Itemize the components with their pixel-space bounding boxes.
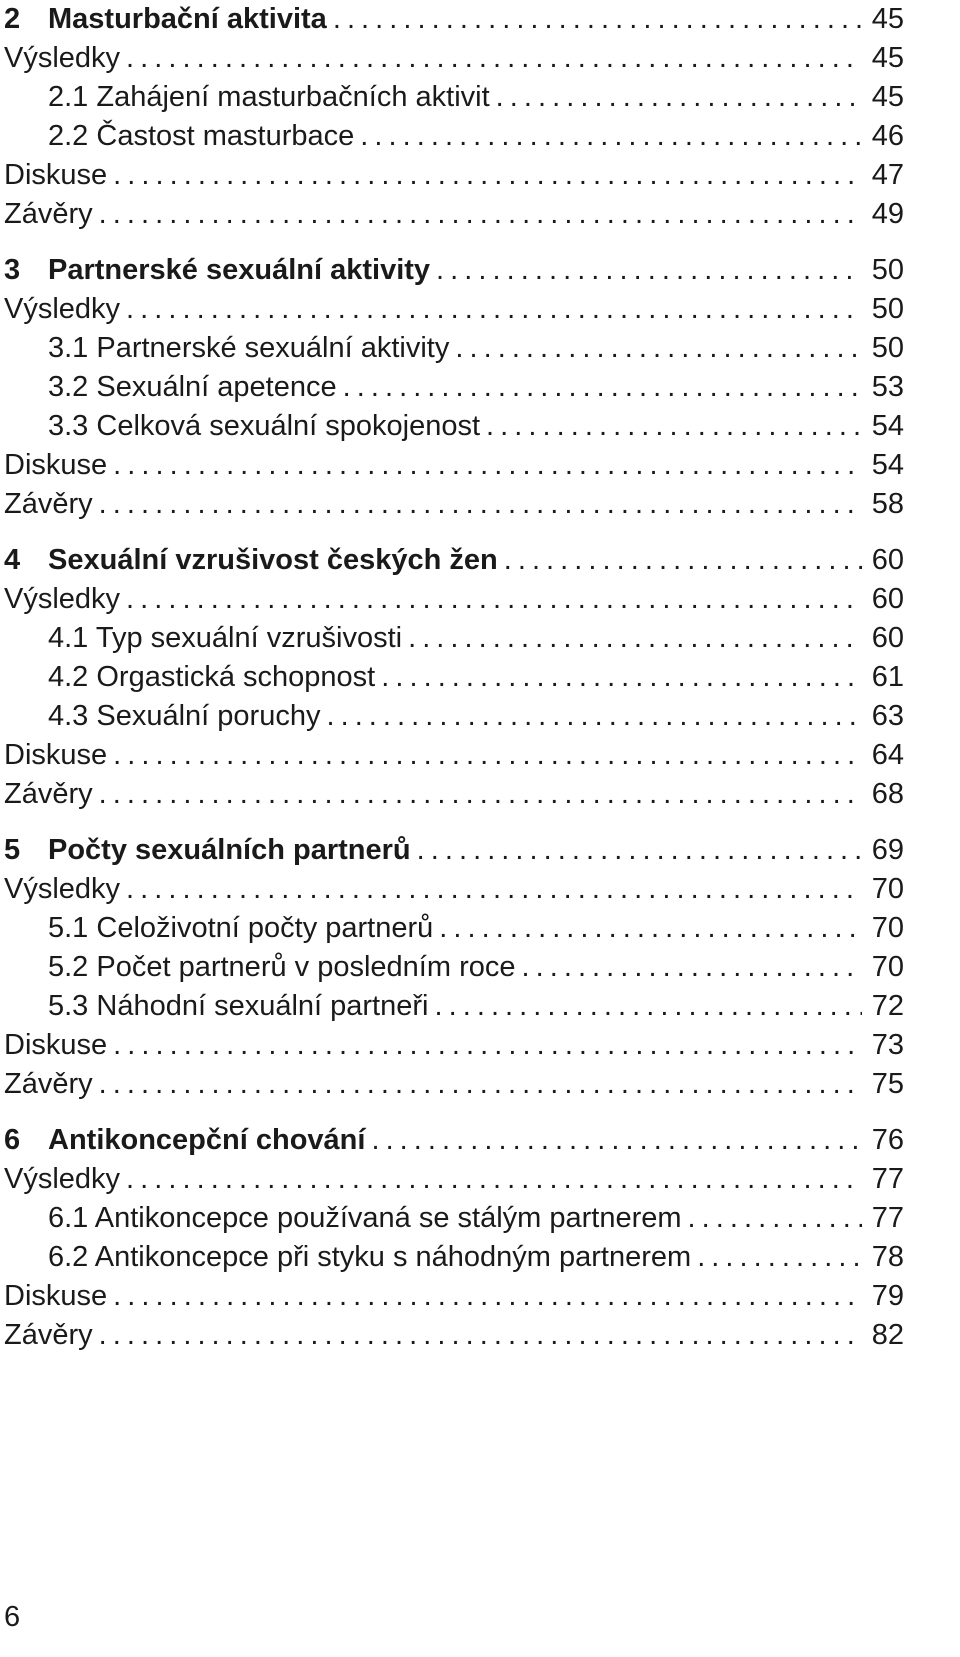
dot-leader — [688, 1199, 862, 1238]
dot-leader — [99, 1065, 862, 1104]
toc-page-number: 69 — [871, 834, 904, 866]
toc-entry-label: Výsledky — [4, 42, 121, 74]
toc-page-number: 70 — [871, 873, 904, 905]
toc-page-number: 45 — [871, 81, 904, 113]
toc-entry-label: 4.2 Orgastická schopnost — [48, 661, 376, 693]
toc-entry-label: 5.1 Celoživotní počty partnerů — [48, 912, 434, 944]
toc-page-number: 61 — [871, 661, 904, 693]
dot-leader — [99, 1316, 862, 1355]
toc-entry-section[interactable] — [4, 156, 904, 195]
dot-leader — [496, 78, 862, 117]
toc-entry-sub[interactable] — [4, 697, 904, 736]
toc-entry-label — [4, 831, 411, 870]
toc-entry-label: Výsledky — [4, 873, 121, 905]
dot-leader — [381, 658, 862, 697]
toc-entry-chapter[interactable] — [4, 0, 904, 39]
toc-entry-label: 4.3 Sexuální poruchy — [48, 700, 321, 732]
dot-leader — [697, 1238, 862, 1277]
dot-leader — [417, 831, 862, 870]
toc-entry-sub[interactable] — [4, 1238, 904, 1277]
toc-page-number: 78 — [871, 1241, 904, 1273]
toc-entry-label: Závěry — [4, 1068, 93, 1100]
toc-page-number: 47 — [871, 159, 904, 191]
chapter-title: Partnerské sexuální aktivity — [48, 254, 431, 286]
toc-entry-sub[interactable] — [4, 1199, 904, 1238]
dot-leader — [113, 1026, 862, 1065]
chapter-number: 2 — [4, 3, 21, 35]
dot-leader — [333, 0, 862, 39]
dot-leader — [126, 290, 862, 329]
toc-entry-section[interactable] — [4, 1026, 904, 1065]
toc-entry-label: 2.2 Častost masturbace — [48, 120, 355, 152]
toc-page-number: 60 — [871, 622, 904, 654]
toc-entry-section[interactable] — [4, 39, 904, 78]
toc-page-number: 82 — [871, 1319, 904, 1351]
toc-entry-chapter[interactable] — [4, 541, 904, 580]
toc-page-number: 70 — [871, 912, 904, 944]
dot-leader — [360, 117, 862, 156]
toc-page-number: 72 — [871, 990, 904, 1022]
toc-entry-label: 3.3 Celková sexuální spokojenost — [48, 410, 481, 442]
dot-leader — [436, 251, 862, 290]
toc-entry-label: Výsledky — [4, 1163, 121, 1195]
toc-entry-label: 5.2 Počet partnerů v posledním roce — [48, 951, 516, 983]
toc-entry-section[interactable] — [4, 775, 904, 814]
chapter-number: 4 — [4, 544, 21, 576]
dot-leader — [326, 697, 862, 736]
toc-page-number: 70 — [871, 951, 904, 983]
toc-entry-label: 6.1 Antikoncepce používaná se stálým partnerem — [48, 1202, 682, 1234]
dot-leader — [113, 736, 862, 775]
toc-page-number: 76 — [871, 1124, 904, 1156]
toc-entry-sub[interactable] — [4, 407, 904, 446]
toc-entry-label — [4, 1121, 365, 1160]
dot-leader — [439, 909, 862, 948]
toc-entry-label: Diskuse — [4, 159, 108, 191]
toc-entry-sub[interactable] — [4, 78, 904, 117]
toc-entry-section[interactable] — [4, 1277, 904, 1316]
toc-entry-sub[interactable] — [4, 368, 904, 407]
dot-leader — [408, 619, 862, 658]
toc-page-number: 63 — [871, 700, 904, 732]
toc-entry-label: Závěry — [4, 1319, 93, 1351]
toc-entry-label: Diskuse — [4, 1029, 108, 1061]
toc-entry-chapter[interactable] — [4, 1121, 904, 1160]
toc-entry-sub[interactable] — [4, 909, 904, 948]
dot-leader — [521, 948, 862, 987]
toc-entry-section[interactable] — [4, 736, 904, 775]
toc-entry-label — [4, 541, 498, 580]
toc-entry-chapter[interactable] — [4, 251, 904, 290]
toc-entry-section[interactable] — [4, 446, 904, 485]
toc-entry-section[interactable] — [4, 485, 904, 524]
dot-leader — [504, 541, 862, 580]
dot-leader — [126, 39, 862, 78]
toc-entry-label: 2.1 Zahájení masturbačních aktivit — [48, 81, 490, 113]
toc-page-number: 50 — [871, 254, 904, 286]
toc-page-number: 79 — [871, 1280, 904, 1312]
toc-page-number: 50 — [871, 332, 904, 364]
dot-leader — [434, 987, 862, 1026]
toc-entry-label: Závěry — [4, 198, 93, 230]
toc-page-number: 53 — [871, 371, 904, 403]
toc-entry-section[interactable] — [4, 1160, 904, 1199]
toc-entry-label — [4, 0, 327, 39]
chapter-number: 3 — [4, 254, 21, 286]
table-of-contents — [4, 0, 904, 1355]
dot-leader — [113, 156, 862, 195]
toc-page-number: 77 — [871, 1202, 904, 1234]
toc-entry-label: Závěry — [4, 778, 93, 810]
dot-leader — [455, 329, 862, 368]
dot-leader — [126, 1160, 862, 1199]
toc-entry-sub[interactable] — [4, 987, 904, 1026]
toc-page-number: 77 — [871, 1163, 904, 1195]
toc-page-number: 46 — [871, 120, 904, 152]
toc-entry-label: Diskuse — [4, 739, 108, 771]
toc-entry-label: 3.2 Sexuální apetence — [48, 371, 337, 403]
dot-leader — [113, 1277, 862, 1316]
chapter-title: Masturbační aktivita — [48, 3, 327, 35]
toc-page-number: 58 — [871, 488, 904, 520]
page-number: 6 — [4, 1601, 21, 1633]
toc-entry-sub[interactable] — [4, 658, 904, 697]
toc-page-number: 54 — [871, 410, 904, 442]
toc-page-number: 50 — [871, 293, 904, 325]
toc-entry-label: 3.1 Partnerské sexuální aktivity — [48, 332, 450, 364]
dot-leader — [343, 368, 862, 407]
toc-entry-label: Závěry — [4, 488, 93, 520]
dot-leader — [371, 1121, 862, 1160]
dot-leader — [126, 580, 862, 619]
dot-leader — [99, 485, 862, 524]
toc-entry-label: Výsledky — [4, 583, 121, 615]
chapter-number: 6 — [4, 1124, 21, 1156]
toc-page-number: 54 — [871, 449, 904, 481]
toc-page-number: 64 — [871, 739, 904, 771]
toc-entry-section[interactable] — [4, 290, 904, 329]
toc-entry-section[interactable] — [4, 195, 904, 234]
dot-leader — [99, 195, 862, 234]
dot-leader — [126, 870, 862, 909]
toc-entry-sub[interactable] — [4, 117, 904, 156]
chapter-number: 5 — [4, 834, 21, 866]
toc-entry-sub[interactable] — [4, 948, 904, 987]
toc-page-number: 60 — [871, 583, 904, 615]
toc-entry-label: 6.2 Antikoncepce při styku s náhodným partnerem — [48, 1241, 692, 1273]
toc-page-number: 68 — [871, 778, 904, 810]
chapter-title: Počty sexuálních partnerů — [48, 834, 411, 866]
toc-entry-label: Výsledky — [4, 293, 121, 325]
chapter-title: Sexuální vzrušivost českých žen — [48, 544, 498, 576]
toc-entry-label: Diskuse — [4, 449, 108, 481]
toc-entry-sub[interactable] — [4, 329, 904, 368]
chapter-title: Antikoncepční chování — [48, 1124, 366, 1156]
toc-entry-sub[interactable] — [4, 619, 904, 658]
dot-leader — [113, 446, 862, 485]
toc-entry-section[interactable] — [4, 870, 904, 909]
dot-leader — [486, 407, 862, 446]
toc-entry-chapter[interactable] — [4, 831, 904, 870]
toc-entry-section[interactable] — [4, 580, 904, 619]
toc-page-number: 60 — [871, 544, 904, 576]
dot-leader — [99, 775, 862, 814]
toc-page-number: 45 — [871, 42, 904, 74]
toc-entry-label: 5.3 Náhodní sexuální partneři — [48, 990, 429, 1022]
toc-entry-label: 4.1 Typ sexuální vzrušivosti — [48, 622, 403, 654]
toc-page-number: 73 — [871, 1029, 904, 1061]
toc-entry-section[interactable] — [4, 1065, 904, 1104]
toc-page-number: 45 — [871, 3, 904, 35]
toc-page-number: 75 — [871, 1068, 904, 1100]
toc-entry-section[interactable] — [4, 1316, 904, 1355]
toc-entry-label: Diskuse — [4, 1280, 108, 1312]
toc-entry-label — [4, 251, 430, 290]
toc-page-number: 49 — [871, 198, 904, 230]
